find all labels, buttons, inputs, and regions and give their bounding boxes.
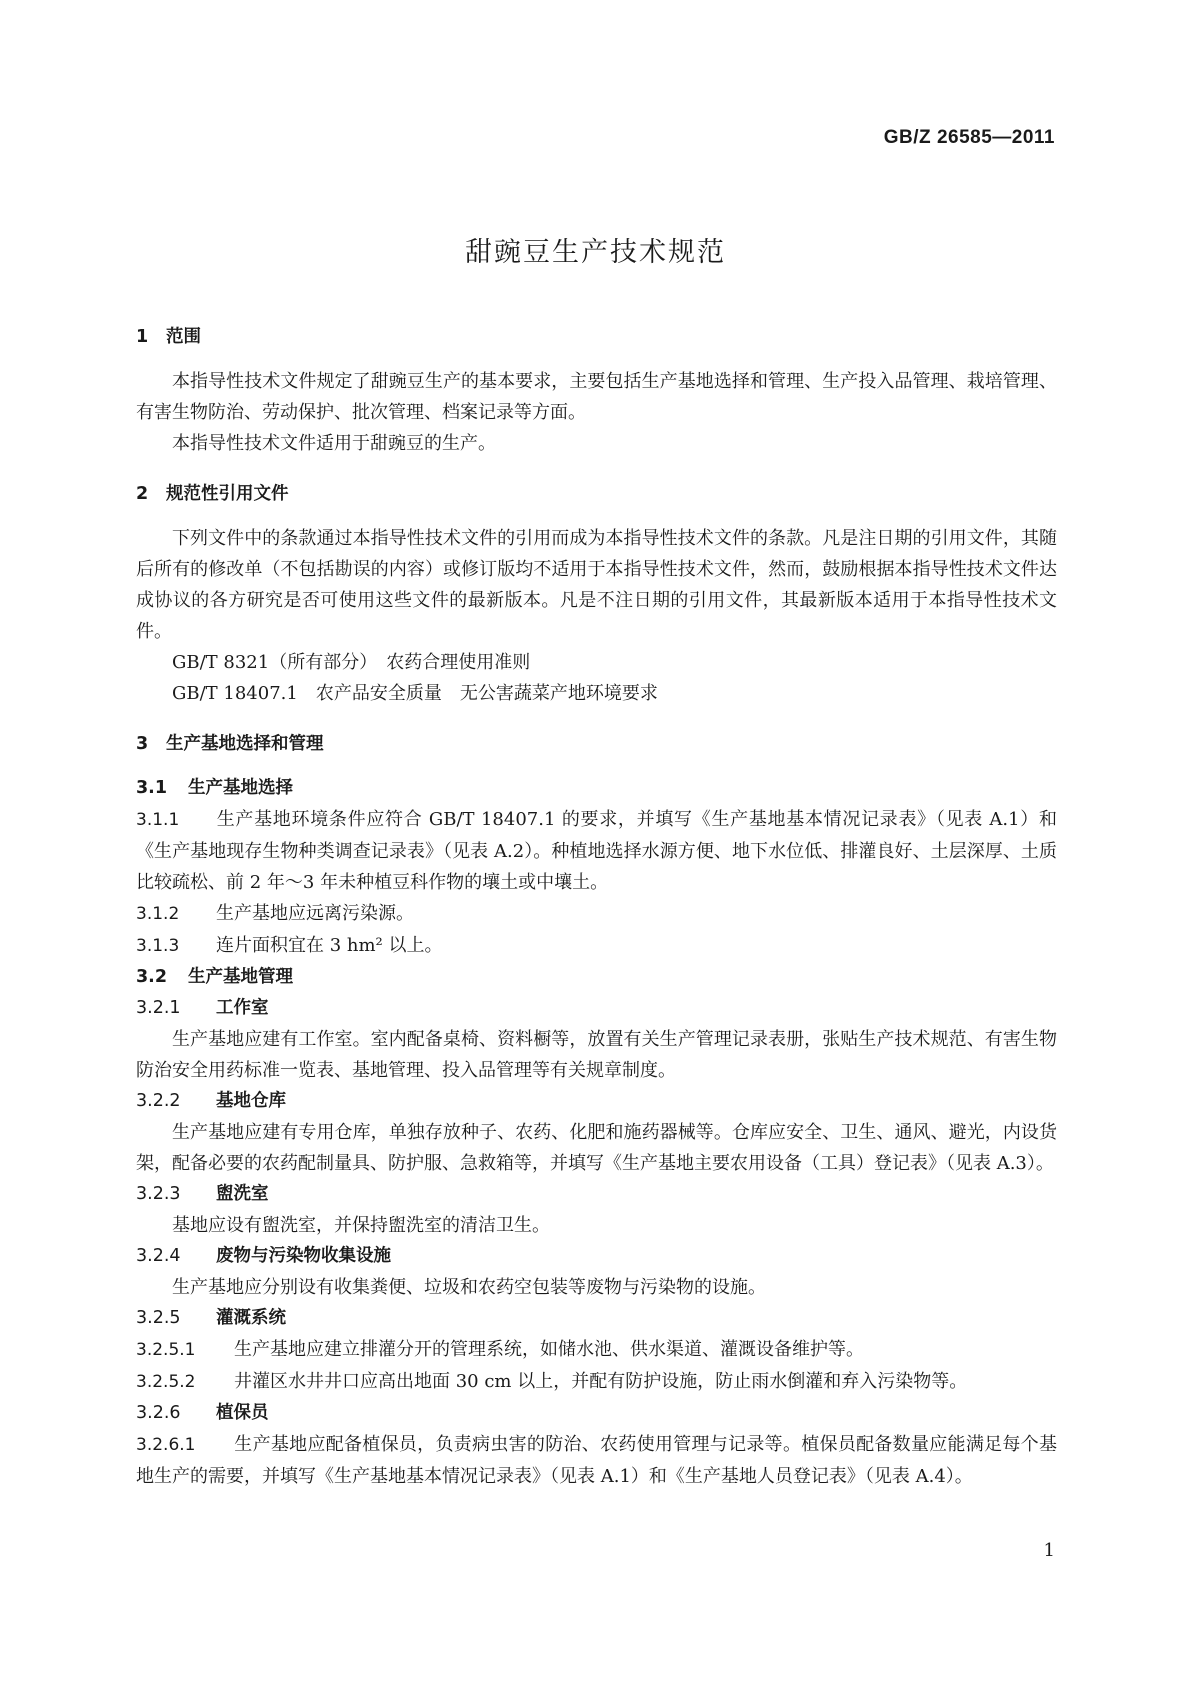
clause-text: 生产基地环境条件应符合 GB/T 18407.1 的要求，并填写《生产基地基本情况记录表》（见表 A.1）和《生产基地现存生物种类调查记录表》（见表 A.2）。种植地选择水源方便、地下水位低、排灌良好、土层深厚、土质比较疏松、前 2 年～3 年未种植豆科作物的壤土或中壤土。 [136,809,1057,893]
section-number: 3 [136,734,149,754]
clause-text: 井灌区水井井口应高出地面 30 cm 以上，并配有防护设施，防止雨水倒灌和弃入污染物等。 [234,1371,968,1392]
clause-number: 3.2.3 [136,1184,181,1204]
document-title: 甜豌豆生产技术规范 [465,237,726,268]
clause-title: 灌溉系统 [216,1308,286,1328]
clause-text: 生产基地应远离污染源。 [216,903,414,924]
section-2-heading [136,479,1057,510]
paragraph: 生产基地应分别设有收集粪便、垃圾和农药空包装等废物与污染物的设施。 [172,1277,766,1298]
clause-number: 3.2.1 [136,998,181,1018]
paragraph: 生产基地应建有专用仓库，单独存放种子、农药、化肥和施药器械等。仓库应安全、卫生、通风、避光，内设货架，配备必要的农药配制量具、防护服、急救箱等，并填写《生产基地主要农用设备（工具）登记表》（见表 A.3）。 [136,1122,1057,1174]
clause-3-1-3 [136,930,1057,962]
section-number: 1 [136,327,149,347]
section-number: 2 [136,484,149,504]
section-title: 规范性引用文件 [166,484,289,504]
document-body [136,322,1057,1492]
clause-title: 废物与污染物收集设施 [216,1246,391,1266]
clause-heading [136,1241,1057,1272]
clause-number: 3.2.6 [136,1403,181,1423]
clause-title: 基地仓库 [216,1091,286,1111]
clause-3-1-1 [136,804,1057,898]
subsection-title: 生产基地管理 [188,967,293,987]
clause-title: 工作室 [216,998,269,1018]
paragraph: 本指导性技术文件规定了甜豌豆生产的基本要求，主要包括生产基地选择和管理、生产投入品管理、栽培管理、有害生物防治、劳动保护、批次管理、档案记录等方面。 [136,371,1057,423]
clause-number: 3.1.3 [136,936,180,956]
subsection-number: 3.1 [136,778,168,798]
paragraph: 本指导性技术文件适用于甜豌豆的生产。 [172,433,496,454]
reference-item: GB/T 8321（所有部分） 农药合理使用准则 [172,652,531,673]
subsection-title: 生产基地选择 [188,778,293,798]
paragraph: 基地应设有盥洗室，并保持盥洗室的清洁卫生。 [172,1215,550,1236]
subsection-heading [136,962,1057,993]
clause-text: 连片面积宜在 3 hm² 以上。 [216,935,443,956]
clause-number: 3.2.5.2 [136,1372,196,1392]
section-1-heading [136,322,1057,353]
page-number: 1 [1043,1540,1055,1561]
clause-heading [136,1303,1057,1334]
clause-heading [136,1179,1057,1210]
paragraph: 生产基地应建有工作室。室内配备桌椅、资料橱等，放置有关生产管理记录表册，张贴生产技术规范、有害生物防治安全用药标准一览表、基地管理、投入品管理等有关规章制度。 [136,1029,1057,1081]
clause-number: 3.1.2 [136,904,180,924]
clause-number: 3.2.5.1 [136,1340,196,1360]
section-3-heading [136,729,1057,760]
clause-3-2-5-1 [136,1334,1057,1366]
clause-number: 3.2.5 [136,1308,181,1328]
clause-heading [136,1086,1057,1117]
clause-number: 3.1.1 [136,810,180,830]
clause-text: 生产基地应配备植保员，负责病虫害的防治、农药使用管理与记录等。植保员配备数量应能满足每个基地生产的需要，并填写《生产基地基本情况记录表》（见表 A.1）和《生产基地人员登记表》（见表 A.4）。 [136,1434,1057,1487]
clause-title: 盥洗室 [216,1184,269,1204]
section-title: 范围 [166,327,201,347]
clause-heading [136,1398,1057,1429]
paragraph: 下列文件中的条款通过本指导性技术文件的引用而成为本指导性技术文件的条款。凡是注日期的引用文件，其随后所有的修改单（不包括勘误的内容）或修订版均不适用于本指导性技术文件，然而，鼓励根据本指导性技术文件达成协议的各方研究是否可使用这些文件的最新版本。凡是不注日期的引用文件，其最新版本适用于本指导性技术文件。 [136,528,1057,642]
clause-title: 植保员 [216,1403,269,1423]
clause-heading [136,993,1057,1024]
clause-3-2-5-2 [136,1366,1057,1398]
clause-3-1-2 [136,898,1057,930]
clause-text: 生产基地应建立排灌分开的管理系统，如储水池、供水渠道、灌溉设备维护等。 [234,1339,864,1360]
subsection-heading [136,773,1057,804]
subsection-number: 3.2 [136,967,168,987]
standard-number: GB/Z 26585—2011 [883,127,1055,148]
section-title: 生产基地选择和管理 [166,734,324,754]
clause-3-2-6-1 [136,1429,1057,1492]
clause-number: 3.2.6.1 [136,1435,196,1455]
clause-number: 3.2.4 [136,1246,181,1266]
reference-item: GB/T 18407.1 农产品安全质量 无公害蔬菜产地环境要求 [172,683,658,704]
clause-number: 3.2.2 [136,1091,181,1111]
